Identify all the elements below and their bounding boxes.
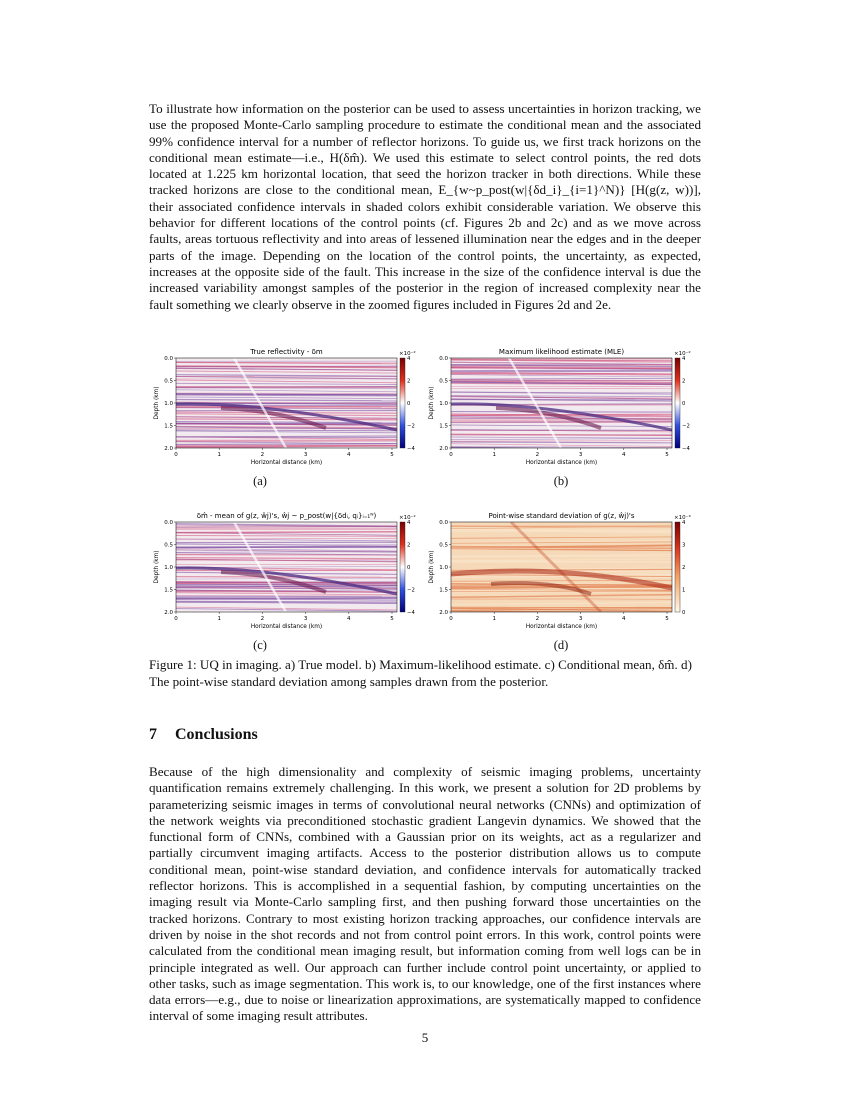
colorbar-tick-label: −2 xyxy=(682,423,690,430)
colorbar-tick-label: 0 xyxy=(407,565,411,571)
y-tick-label: 0.0 xyxy=(164,520,173,526)
x-tick-label: 2 xyxy=(535,452,540,458)
figure-panel-b xyxy=(424,344,694,472)
y-axis-label: Depth (km) xyxy=(429,550,435,584)
conclusions-paragraph: Because of the high dimensionality and complexity of seismic imaging problems, uncertainty quantification remains extremely challenging. In this work, we present a solution for 2D problems by parameterizing seismic images in terms of convolutional neural networks (CNNs) and optimization of the network weights via preconditioned stochastic gradient Langevin dynamics. We showed that the functional form of CNNs, combined with a Gaussian prior on its weights, act as a regularizer and partially circumvent imaging artifacts. Access to the posterior distribution allows us to compute conditional mean, point-wise standard deviation, and confidence intervals for automatically tracked reflector horizons. This is accomplished in a sequential fashion, by computing uncertainties on the imaging result via Monte-Carlo sampling first, and then pushing forward those uncertainties on the tracked horizons. Contrary to most existing horizon tracking approaches, our confidence intervals are driven by noise in the shot records and not from control point errors. In this work, control points were calculated from the conditional mean imaging result, but information coming from well logs can be in principle integrated as well. Our approach can further include control point uncertainty, or applied to other tasks, such as image segmentation. This work is, to our knowledge, one of the first instances where data errors—e.g., due to noise or linearization approximations, are systematically mapped to confidence interval of some imaging result attributes. xyxy=(149,764,701,1024)
y-tick-label: 0.5 xyxy=(164,542,173,549)
x-tick-label: 3 xyxy=(578,452,583,458)
colorbar-tick-label: −2 xyxy=(407,587,415,594)
y-tick-label: 0.0 xyxy=(439,356,448,362)
panel-title: Maximum likelihood estimate (MLE) xyxy=(498,348,625,356)
subfigure-label-c: (c) xyxy=(253,638,267,652)
section-heading xyxy=(149,726,258,744)
x-axis-label: Horizontal distance (km) xyxy=(525,460,598,466)
y-axis-label: Depth (km) xyxy=(429,386,435,420)
panel-title: Point-wise standard deviation of g(z, ŵj)'s xyxy=(488,512,635,520)
seismic-image-svg xyxy=(149,344,419,472)
x-tick-label: 4 xyxy=(622,452,626,458)
x-tick-label: 4 xyxy=(347,452,351,458)
y-tick-label: 1.5 xyxy=(164,423,173,430)
colorbar-tick-label: 4 xyxy=(407,520,411,526)
seismic-image-svg xyxy=(424,508,694,636)
colorbar-tick-label: −4 xyxy=(407,610,415,616)
x-tick-label: 3 xyxy=(303,452,308,458)
colorbar-tick-label: −2 xyxy=(407,423,415,430)
colorbar-tick-label: 0 xyxy=(682,610,686,616)
x-tick-label: 0 xyxy=(174,616,178,622)
colorbar xyxy=(400,522,405,612)
x-axis-label: Horizontal distance (km) xyxy=(250,624,323,630)
figure-panel-a xyxy=(149,344,419,472)
x-axis-label: Horizontal distance (km) xyxy=(525,624,598,630)
x-tick-label: 4 xyxy=(347,616,351,622)
x-tick-label: 2 xyxy=(260,616,265,622)
x-tick-label: 1 xyxy=(217,452,221,458)
body-paragraph-horizon-tracking: To illustrate how information on the posterior can be used to assess uncertainties in horizon tracking, we use the proposed Monte-Carlo sampling procedure to estimate the conditional mean and the associated 99% confidence interval for a number of reflector horizons. To guide us, we first track horizons on the conditional mean estimate—i.e., H(δm̂). We used this estimate to select control points, the red dots located at 1.225 km horizontal location, that seed the horizon tracker in both directions. While these tracked horizons are close to the conditional mean, E_{w~p_post(w|{δd_i}_{i=1}^N)} [H(g(z, w))], their associated confidence intervals in shaded colors exhibit considerable variation. We observe this behavior for different locations of the control points (cf. Figures 2b and 2c) and as we move across faults, areas tortuous reflectivity and into areas of lessened illumination near the edges and in the deeper parts of the image. Depending on the location of the control points, the uncertainty, as expected, increases at the opposite side of the fault. This increase in the size of the confidence interval is due the increased variability amongst samples of the posterior in the region of increased complexity near the fault something we clearly observe in the zoomed figures included in Figures 2d and 2e. xyxy=(149,101,701,312)
colorbar-scale: ×10⁻² xyxy=(399,515,416,521)
y-tick-label: 2.0 xyxy=(439,610,448,616)
subfigure-label-a: (a) xyxy=(253,474,267,488)
x-tick-label: 5 xyxy=(665,616,669,622)
y-tick-label: 0.5 xyxy=(164,378,173,385)
colorbar-scale: ×10⁻² xyxy=(399,351,416,357)
figure-panel-d xyxy=(424,508,694,636)
x-tick-label: 1 xyxy=(217,616,221,622)
colorbar-tick-label: 4 xyxy=(682,520,686,526)
y-axis-label: Depth (km) xyxy=(154,550,160,584)
y-tick-label: 2.0 xyxy=(439,446,448,452)
y-axis-label: Depth (km) xyxy=(154,386,160,420)
figure-panel-c xyxy=(149,508,419,636)
y-tick-label: 0.0 xyxy=(439,520,448,526)
y-tick-label: 0.5 xyxy=(439,378,448,385)
y-tick-label: 2.0 xyxy=(164,446,173,452)
figure-caption: Figure 1: UQ in imaging. a) True model. b) Maximum-likelihood estimate. c) Conditional mean, δm̂. d) The point-wise standard deviation among samples drawn from the posterior. xyxy=(149,657,692,689)
colorbar-tick-label: 2 xyxy=(682,565,686,571)
x-tick-label: 5 xyxy=(390,452,394,458)
x-tick-label: 3 xyxy=(303,616,308,622)
x-axis-label: Horizontal distance (km) xyxy=(250,460,323,466)
panel-title: True reflectivity - δm xyxy=(250,348,323,356)
colorbar-tick-label: −4 xyxy=(407,446,415,452)
y-tick-label: 0.5 xyxy=(439,542,448,549)
x-tick-label: 2 xyxy=(260,452,265,458)
panel-title: δm̂ - mean of g(z, ŵj)'s, ŵj ~ p_post(w|{δdᵢ, qᵢ}ᵢ₌₁ᴺ) xyxy=(196,512,377,520)
section-number: 7 xyxy=(149,726,157,743)
colorbar xyxy=(675,522,680,612)
x-tick-label: 1 xyxy=(492,452,496,458)
y-tick-label: 1.5 xyxy=(439,587,448,594)
colorbar-scale: ×10⁻³ xyxy=(674,515,691,521)
colorbar xyxy=(675,358,680,448)
colorbar-scale: ×10⁻² xyxy=(674,351,691,357)
x-tick-label: 5 xyxy=(665,452,669,458)
y-tick-label: 1.5 xyxy=(439,423,448,430)
seismic-image-svg xyxy=(424,344,694,472)
y-tick-label: 2.0 xyxy=(164,610,173,616)
section-title: Conclusions xyxy=(175,726,258,743)
colorbar-tick-label: 2 xyxy=(407,542,411,549)
y-tick-label: 0.0 xyxy=(164,356,173,362)
y-tick-label: 1.0 xyxy=(439,401,448,407)
colorbar-tick-label: 2 xyxy=(407,378,411,385)
y-tick-label: 1.0 xyxy=(164,565,173,571)
y-tick-label: 1.5 xyxy=(164,587,173,594)
colorbar-tick-label: −4 xyxy=(682,446,690,452)
colorbar-tick-label: 0 xyxy=(407,401,411,407)
seismic-image-svg xyxy=(149,508,419,636)
colorbar-tick-label: 2 xyxy=(682,378,686,385)
x-tick-label: 0 xyxy=(449,616,453,622)
colorbar-tick-label: 3 xyxy=(682,542,686,549)
x-tick-label: 2 xyxy=(535,616,540,622)
x-tick-label: 5 xyxy=(390,616,394,622)
y-tick-label: 1.0 xyxy=(439,565,448,571)
x-tick-label: 0 xyxy=(449,452,453,458)
colorbar xyxy=(400,358,405,448)
x-tick-label: 3 xyxy=(578,616,583,622)
x-tick-label: 4 xyxy=(622,616,626,622)
x-tick-label: 1 xyxy=(492,616,496,622)
colorbar-tick-label: 4 xyxy=(682,356,686,362)
y-tick-label: 1.0 xyxy=(164,401,173,407)
colorbar-tick-label: 4 xyxy=(407,356,411,362)
colorbar-tick-label: 0 xyxy=(682,401,686,407)
page-number: 5 xyxy=(421,1030,429,1045)
colorbar-tick-label: 1 xyxy=(682,587,686,594)
x-tick-label: 0 xyxy=(174,452,178,458)
subfigure-label-d: (d) xyxy=(553,638,569,652)
subfigure-label-b: (b) xyxy=(553,474,569,488)
